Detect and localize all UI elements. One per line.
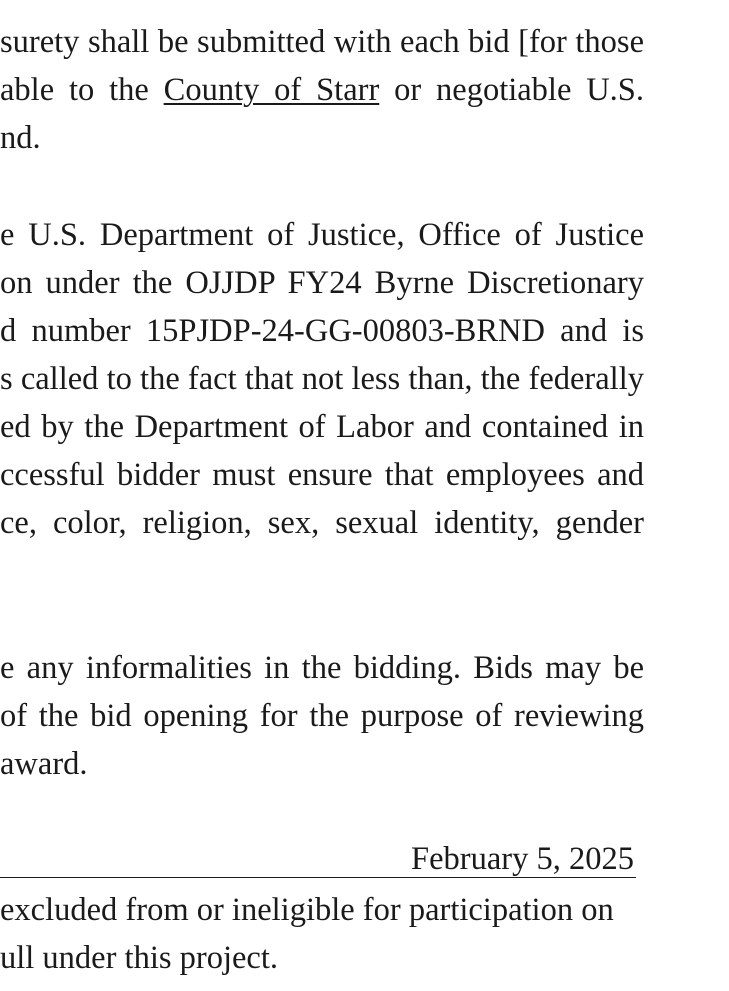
funding-line-2: on under the OJJDP FY24 Byrne Discretionary (0, 265, 644, 301)
signature-rule (0, 877, 636, 878)
bid-surety-line-2-end: or negotiable U.S. (394, 72, 644, 108)
bid-surety-line-2 (0, 70, 644, 110)
exclusion-line-2: ull under this project. (0, 940, 278, 976)
funding-line-7: ce, color, religion, sex, sexual identity, gender (0, 505, 644, 541)
informalities-line-3: award. (0, 746, 88, 782)
informalities-line-1: e any informalities in the bidding. Bids may be (0, 650, 644, 686)
funding-line-4: s called to the fact that not less than, the federally (0, 361, 644, 397)
bid-surety-line-1: surety shall be submitted with each bid [for those (0, 24, 644, 60)
bid-surety-line-2-start: able to the (0, 72, 149, 108)
funding-line-5: ed by the Department of Labor and contained in (0, 409, 644, 445)
county-of-starr-underlined: County of Starr (163, 72, 380, 108)
funding-line-1: e U.S. Department of Justice, Office of Justice (0, 217, 644, 253)
signature-date: February 5, 2025 (411, 841, 634, 877)
funding-line-3: d number 15PJDP-24-GG-00803-BRND and is (0, 313, 644, 349)
funding-line-6: ccessful bidder must ensure that employees and (0, 457, 644, 493)
bid-surety-line-3: nd. (0, 120, 41, 156)
informalities-line-2: of the bid opening for the purpose of reviewing (0, 698, 644, 734)
exclusion-line-1: excluded from or ineligible for participation on (0, 892, 614, 928)
